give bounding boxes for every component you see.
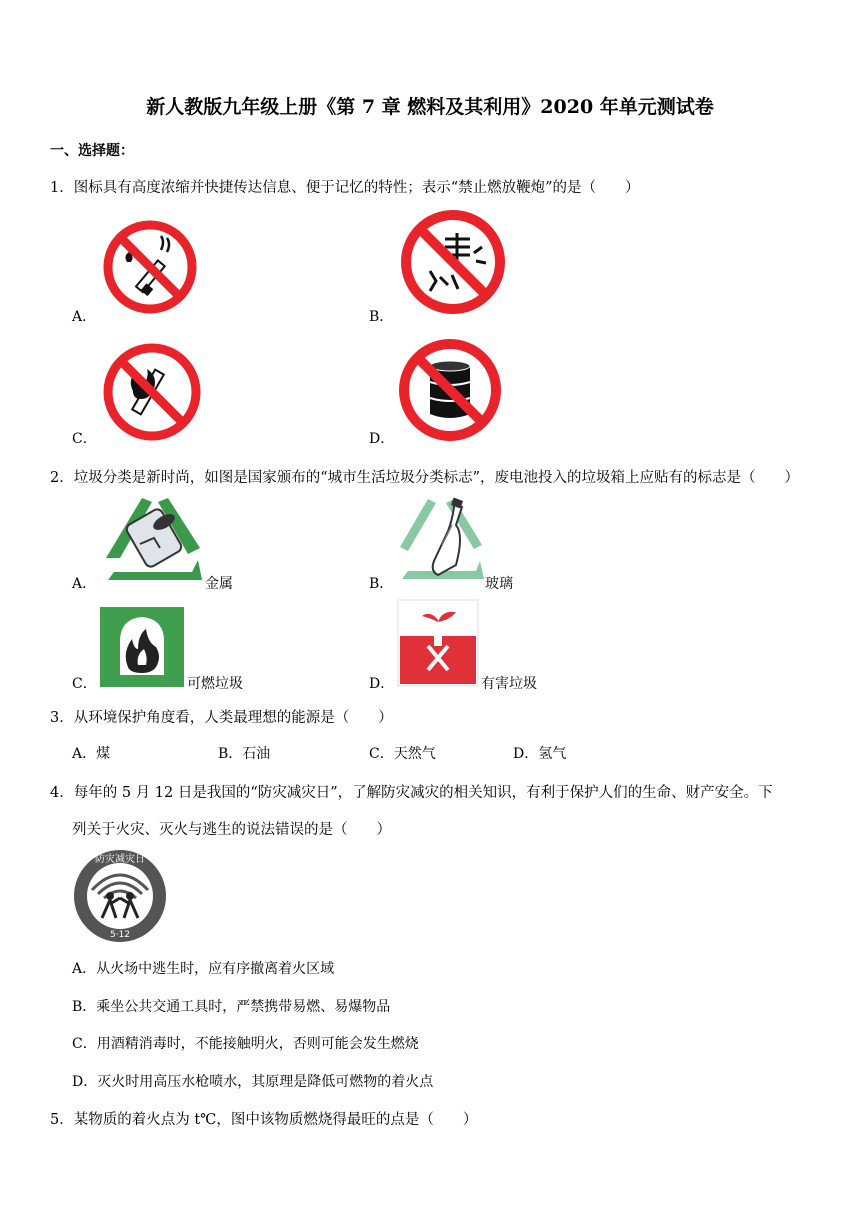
- q2-option-c-caption: 可燃垃圾: [187, 676, 243, 692]
- q4-option-b[interactable]: B．乘坐公共交通工具时，严禁携带易燃、易爆物品: [72, 999, 391, 1015]
- glass-recycle-icon[interactable]: [398, 497, 484, 583]
- q4-stem-line1: 4．每年的 5 月 12 日是我国的“防灾减灾日”，了解防灾减灾的相关知识，有利于保护人们的生命、财产安全。下: [50, 785, 773, 801]
- q1-stem: 1．图标具有高度浓缩并快捷传达信息、便于记忆的特性；表示“禁止燃放鞭炮”的是（ ）: [50, 180, 640, 196]
- no-firecrackers-icon[interactable]: [400, 209, 506, 315]
- q5-stem: 5．某物质的着火点为 t℃，图中该物质燃烧得最旺的点是（ ）: [50, 1112, 478, 1128]
- q3-option-c[interactable]: C．天然气: [369, 746, 436, 762]
- page-title: 新人教版九年级上册《第 7 章 燃料及其利用》2020 年单元测试卷: [146, 96, 714, 118]
- q2-option-c-label[interactable]: C．: [72, 676, 97, 692]
- hazardous-waste-icon[interactable]: [398, 600, 478, 686]
- q2-option-d-label[interactable]: D．: [369, 676, 395, 692]
- q1-option-d-label[interactable]: D．: [369, 431, 395, 447]
- disaster-prevention-day-logo: [72, 848, 168, 944]
- logo-title-text: 防灾减灾日: [95, 854, 145, 865]
- q3-option-a[interactable]: A．煤: [72, 746, 111, 762]
- q2-option-b-caption: 玻璃: [485, 576, 513, 592]
- q4-option-a[interactable]: A．从火场中逃生时，应有序撤离着火区域: [72, 961, 335, 977]
- q3-option-b[interactable]: B．石油: [218, 746, 271, 762]
- q4-option-d[interactable]: D．灭火时用高压水枪喷水，其原理是降低可燃物的着火点: [72, 1074, 434, 1090]
- section-heading: 一、选择题：: [50, 143, 134, 159]
- q2-stem: 2．垃圾分类是新时尚，如图是国家颁布的“城市生活垃圾分类标志”，废电池投入的垃圾箱上应贴有的标志是（ ）: [50, 470, 800, 486]
- q1-option-a-label[interactable]: A．: [72, 309, 97, 325]
- q3-stem: 3．从环境保护角度看，人类最理想的能源是（ ）: [50, 710, 393, 726]
- q3-option-d[interactable]: D．氢气: [513, 746, 567, 762]
- no-open-flame-icon[interactable]: [103, 343, 201, 441]
- q2-option-a-caption: 金属: [205, 576, 233, 592]
- q1-option-c-label[interactable]: C．: [72, 431, 97, 447]
- q2-option-b-label[interactable]: B．: [369, 576, 394, 592]
- no-oil-barrel-icon[interactable]: [398, 338, 502, 442]
- burnable-waste-icon[interactable]: [100, 607, 184, 687]
- no-smoking-icon[interactable]: [103, 220, 197, 314]
- q4-option-c[interactable]: C．用酒精消毒时，不能接触明火，否则可能会发生燃烧: [72, 1036, 419, 1052]
- q1-option-b-label[interactable]: B．: [369, 309, 394, 325]
- metal-recycle-icon[interactable]: [102, 498, 204, 584]
- q2-option-a-label[interactable]: A．: [72, 576, 97, 592]
- q4-stem-line2: 列关于火灾、灭火与逃生的说法错误的是（ ）: [72, 822, 391, 838]
- q2-option-d-caption: 有害垃圾: [481, 676, 537, 692]
- logo-date-text: 5·12: [109, 930, 131, 940]
